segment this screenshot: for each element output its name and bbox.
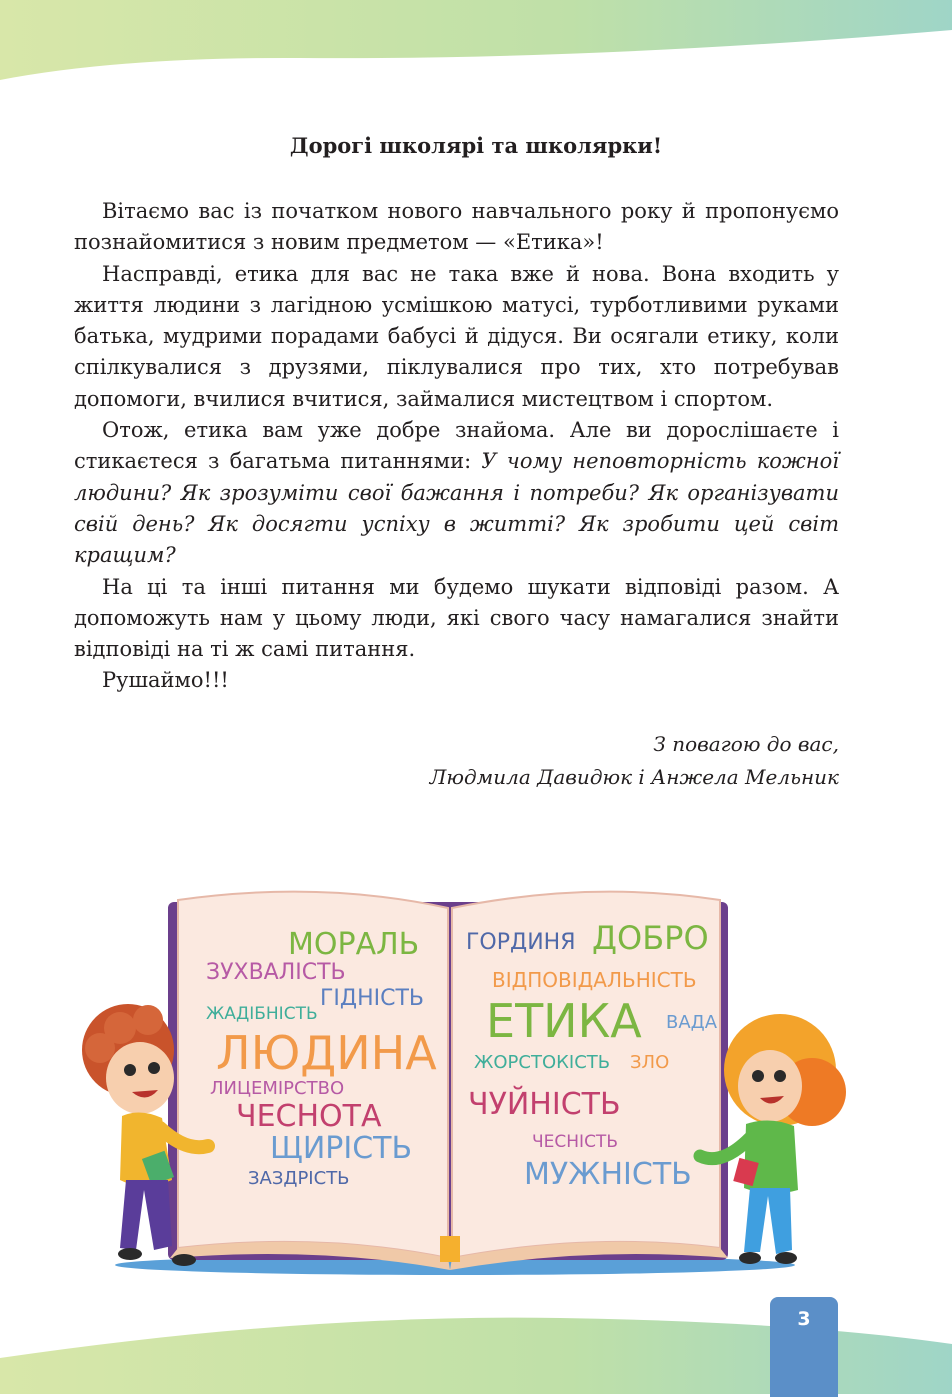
paragraph-3: [74, 415, 839, 571]
word-lytsemirstvo: ЛИЦЕМІРСТВО: [210, 1078, 345, 1099]
word-liudyna: ЛЮДИНА: [216, 1026, 437, 1080]
word-zhorstokist: ЖОРСТОКІСТЬ: [474, 1052, 611, 1073]
word-zukhvalist: ЗУХВАЛІСТЬ: [206, 960, 346, 985]
word-chesnota: ЧЕСНОТА: [236, 1099, 382, 1134]
word-vada: ВАДА: [666, 1012, 718, 1033]
word-zazdrist: ЗАЗДРІСТЬ: [248, 1168, 350, 1189]
paragraph-2: Насправді, етика для вас не така вже й нова. Вона входить у життя людини з лагідною усмішкою матусі, турботливими руками батька, мудрими порадами бабусі й дідуся. Ви осягали етику, коли спілкувалися з друзями, піклувалися про тих, хто потребував допомоги, вчилися вчитися, займалися мистецтвом і спортом.: [74, 261, 839, 411]
word-zlo: ЗЛО: [630, 1052, 670, 1073]
paragraph-3-questions: У чому неповторність кожної людини? Як зрозуміти свої бажання і потреби? Як організувати свій день? Як досягти успіху в житті? Як зробити цей світ кращим?: [74, 449, 839, 568]
book-illustration: [60, 880, 850, 1280]
word-moral: МОРАЛЬ: [288, 927, 420, 962]
word-vidpovidalnist: ВІДПОВІДАЛЬНІСТЬ: [492, 968, 697, 992]
page-number: 3: [797, 1308, 811, 1330]
top-decorative-wave: [0, 0, 952, 110]
signature: [430, 728, 839, 794]
word-hordynia: ГОРДИНЯ: [466, 930, 576, 955]
book-drawing: [60, 880, 850, 1280]
word-etyka: ЕТИКА: [486, 994, 642, 1048]
word-dobro: ДОБРО: [592, 919, 709, 957]
signature-authors: Людмила Давидюк і Анжела Мельник: [429, 765, 839, 789]
word-muzhnist: МУЖНІСТЬ: [524, 1157, 692, 1192]
paragraph-5: Рушаймо!!!: [102, 668, 229, 693]
main-text: [74, 196, 839, 697]
page-heading: Дорогі школярі та школярки!: [289, 133, 663, 158]
paragraph-1: Вітаємо вас із початком нового навчального року й пропонуємо познайомитися з новим предметом — «Етика»!: [74, 199, 839, 255]
word-shchyrist: ЩИРІСТЬ: [270, 1131, 413, 1166]
paragraph-3-lead: Отож, етика вам уже добре знайома. Але ви дорослішаєте і стикаєтеся з багатьма питаннями:: [74, 418, 839, 474]
paragraph-4: На ці та інші питання ми будемо шукати відповіді разом. А допоможуть нам у цьому люди, які свого часу намагалися знайти відповіді на ті ж самі питання.: [74, 574, 839, 662]
word-hidnist: ГІДНІСТЬ: [320, 986, 425, 1011]
word-chuinist: ЧУЙНІСТЬ: [468, 1087, 621, 1122]
word-chesnist: ЧЕСНІСТЬ: [532, 1132, 618, 1152]
word-zhadibnist: ЖАДІБНІСТЬ: [206, 1004, 318, 1024]
signature-greeting: З повагою до вас,: [653, 732, 839, 756]
